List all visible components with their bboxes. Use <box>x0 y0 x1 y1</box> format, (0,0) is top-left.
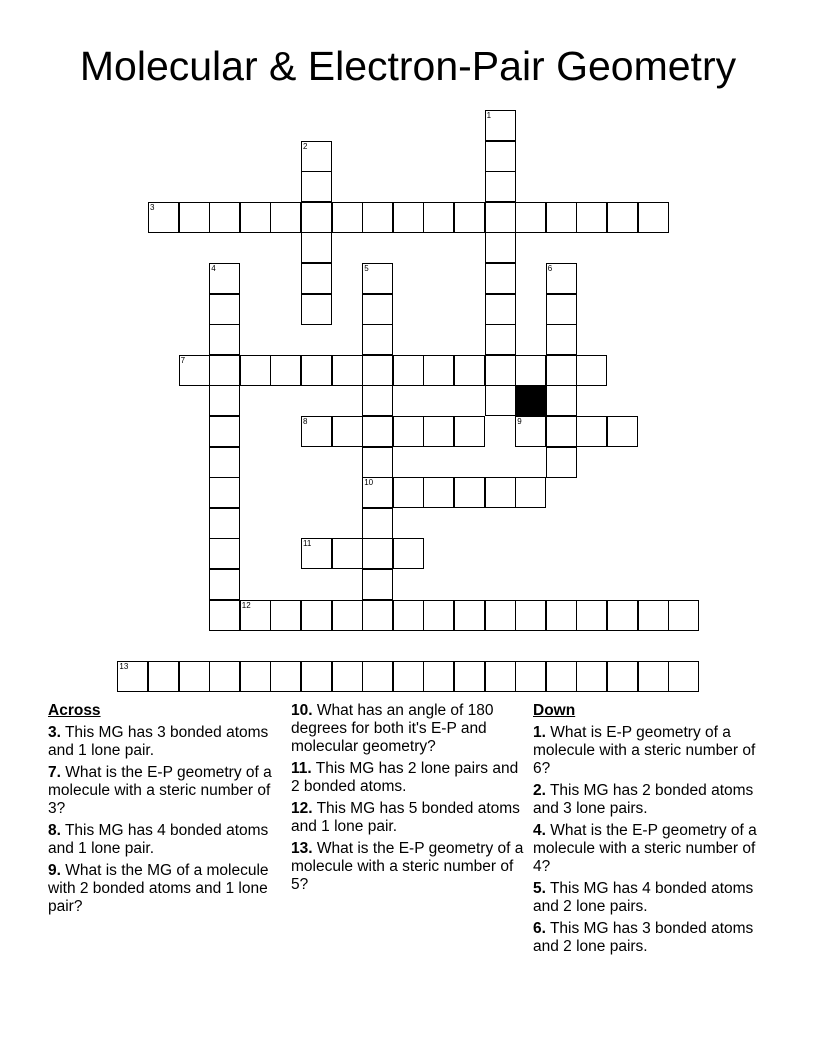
grid-cell[interactable] <box>393 538 424 569</box>
grid-cell[interactable] <box>209 538 240 569</box>
grid-cell[interactable] <box>515 600 546 631</box>
grid-cell[interactable] <box>546 355 577 386</box>
grid-cell[interactable] <box>423 477 454 508</box>
grid-cell-13[interactable] <box>117 661 148 692</box>
grid-cell[interactable] <box>423 355 454 386</box>
grid-cell[interactable] <box>454 600 485 631</box>
grid-cell[interactable] <box>209 416 240 447</box>
grid-cell[interactable] <box>393 661 424 692</box>
grid-cell[interactable] <box>423 661 454 692</box>
page-title: Molecular & Electron-Pair Geometry <box>79 43 737 89</box>
clue-text: What is the MG of a molecule with 2 bonded atoms and 1 lone pair? <box>48 862 269 915</box>
grid-cell[interactable] <box>362 661 393 692</box>
grid-cell[interactable] <box>515 355 546 386</box>
clue-across-13 <box>291 840 525 894</box>
grid-cell[interactable] <box>362 416 393 447</box>
clue-number-label: 12 <box>241 600 251 610</box>
clue-number-label: 1 <box>486 111 492 120</box>
clue-text: This MG has 2 bonded atoms and 3 lone pairs. <box>533 782 754 817</box>
grid-cell[interactable] <box>148 661 179 692</box>
grid-cell[interactable] <box>607 600 638 631</box>
down-heading: Down <box>533 702 576 719</box>
grid-cell[interactable] <box>515 477 546 508</box>
grid-cell[interactable] <box>209 508 240 539</box>
clue-number: 13. <box>291 840 313 857</box>
grid-cell[interactable] <box>393 202 424 233</box>
clue-across-3 <box>48 724 283 760</box>
grid-cell[interactable] <box>362 569 393 600</box>
grid-cell[interactable] <box>332 661 363 692</box>
clue-number-label: 13 <box>119 661 129 671</box>
grid-cell[interactable] <box>179 661 210 692</box>
grid-cell[interactable] <box>485 202 516 233</box>
grid-cell[interactable] <box>576 600 607 631</box>
clue-number: 1. <box>533 724 546 741</box>
clue-down-6 <box>533 920 773 956</box>
grid-cell[interactable] <box>301 202 332 233</box>
clue-across-10 <box>291 702 525 756</box>
grid-cell[interactable] <box>270 600 301 631</box>
grid-cell-6[interactable] <box>546 263 577 294</box>
grid-cell[interactable] <box>240 202 271 233</box>
clue-number: 6. <box>533 920 546 937</box>
grid-cell[interactable] <box>362 538 393 569</box>
grid-cell[interactable] <box>301 355 332 386</box>
grid-cell[interactable] <box>301 600 332 631</box>
clue-number-label: 11 <box>303 539 312 549</box>
grid-cell[interactable] <box>270 355 301 386</box>
grid-cell[interactable] <box>546 385 577 416</box>
clue-number: 12. <box>291 800 313 817</box>
grid-cell[interactable] <box>515 661 546 692</box>
grid-cell[interactable] <box>270 202 301 233</box>
grid-cell[interactable] <box>209 202 240 233</box>
clue-number: 3. <box>48 724 61 741</box>
clue-text: What is the E-P geometry of a molecule with a steric number of 5? <box>291 840 524 893</box>
clue-down-2 <box>533 782 773 818</box>
clue-number: 9. <box>48 862 61 879</box>
grid-cell[interactable] <box>209 385 240 416</box>
clue-text: This MG has 5 bonded atoms and 1 lone pair. <box>291 800 520 835</box>
grid-cell[interactable] <box>576 416 607 447</box>
clue-number: 11. <box>291 760 312 777</box>
grid-cell[interactable] <box>638 202 669 233</box>
clue-number-label: 6 <box>547 264 553 273</box>
grid-cell[interactable] <box>240 661 271 692</box>
grid-cell[interactable] <box>393 416 424 447</box>
clue-number: 2. <box>533 782 546 799</box>
grid-cell[interactable] <box>638 661 669 692</box>
grid-cell[interactable] <box>209 477 240 508</box>
clue-number-label: 10 <box>364 478 374 488</box>
grid-cell[interactable] <box>485 232 516 263</box>
grid-cell[interactable] <box>393 600 424 631</box>
grid-cell-9[interactable] <box>515 416 546 447</box>
clue-across-7 <box>48 764 283 818</box>
grid-cell[interactable] <box>362 600 393 631</box>
clue-down-5 <box>533 880 773 916</box>
grid-cell[interactable] <box>362 447 393 478</box>
grid-cell[interactable] <box>209 355 240 386</box>
grid-cell[interactable] <box>209 600 240 631</box>
grid-cell[interactable] <box>454 661 485 692</box>
clue-text: This MG has 4 bonded atoms and 1 lone pair. <box>48 822 269 857</box>
grid-cell[interactable] <box>546 447 577 478</box>
clue-number-label: 5 <box>364 264 369 273</box>
grid-cell[interactable] <box>209 324 240 355</box>
clue-number-label: 3 <box>150 202 155 212</box>
clue-across-8 <box>48 822 283 858</box>
grid-cell[interactable] <box>546 294 577 325</box>
grid-cell-5[interactable] <box>362 263 393 294</box>
grid-cell[interactable] <box>546 324 577 355</box>
clue-number: 5. <box>533 880 546 897</box>
grid-cell[interactable] <box>576 202 607 233</box>
clue-across-9 <box>48 862 283 916</box>
grid-cell[interactable] <box>485 141 516 172</box>
grid-cell[interactable] <box>301 171 332 202</box>
grid-cell[interactable] <box>209 569 240 600</box>
clue-number: 4. <box>533 822 546 839</box>
grid-cell[interactable] <box>454 416 485 447</box>
grid-cell-7[interactable] <box>179 355 210 386</box>
clue-down-1 <box>533 724 773 778</box>
clue-text: What has an angle of 180 degrees for both it's E-P and molecular geometry? <box>291 702 494 755</box>
grid-cell[interactable] <box>485 661 516 692</box>
grid-cell[interactable] <box>485 324 516 355</box>
grid-cell[interactable] <box>546 661 577 692</box>
across-heading: Across <box>48 702 101 719</box>
grid-cell-3[interactable] <box>148 202 179 233</box>
clue-number: 10. <box>291 702 313 719</box>
grid-cell[interactable] <box>423 416 454 447</box>
grid-cell-10[interactable] <box>362 477 393 508</box>
clue-text: This MG has 3 bonded atoms and 2 lone pairs. <box>533 920 754 955</box>
clue-text: What is the E-P geometry of a molecule with a steric number of 4? <box>533 822 757 875</box>
grid-cell[interactable] <box>515 202 546 233</box>
clue-number-label: 9 <box>517 417 522 426</box>
grid-cell[interactable] <box>485 171 516 202</box>
across-clues-column-1 <box>48 702 283 920</box>
grid-cell[interactable] <box>362 385 393 416</box>
grid-cell[interactable] <box>576 355 607 386</box>
clue-text: This MG has 4 bonded atoms and 2 lone pairs. <box>533 880 754 915</box>
grid-cell[interactable] <box>362 355 393 386</box>
grid-cell[interactable] <box>332 202 363 233</box>
black-square <box>515 385 546 416</box>
clue-number-label: 2 <box>303 141 308 151</box>
grid-cell[interactable] <box>179 202 210 233</box>
across-clues-column-2 <box>291 702 525 898</box>
grid-cell[interactable] <box>209 447 240 478</box>
grid-cell[interactable] <box>546 416 577 447</box>
clue-text: This MG has 2 lone pairs and 2 bonded atoms. <box>291 760 519 795</box>
grid-cell[interactable] <box>362 202 393 233</box>
grid-cell[interactable] <box>546 202 577 233</box>
grid-cell-4[interactable] <box>209 263 240 294</box>
clue-across-11 <box>291 760 525 796</box>
grid-cell[interactable] <box>668 600 699 631</box>
grid-cell[interactable] <box>301 294 332 325</box>
grid-cell[interactable] <box>454 477 485 508</box>
grid-cell[interactable] <box>332 600 363 631</box>
grid-cell[interactable] <box>485 263 516 294</box>
clue-across-12 <box>291 800 525 836</box>
clue-number-label: 7 <box>180 355 186 365</box>
grid-cell[interactable] <box>576 661 607 692</box>
clue-number-label: 8 <box>303 417 308 426</box>
grid-cell[interactable] <box>209 294 240 325</box>
grid-cell[interactable] <box>668 661 699 692</box>
clue-number: 7. <box>48 764 61 781</box>
grid-cell[interactable] <box>332 355 363 386</box>
grid-cell[interactable] <box>423 202 454 233</box>
grid-cell[interactable] <box>485 600 516 631</box>
grid-cell-11[interactable] <box>301 538 332 569</box>
grid-cell[interactable] <box>485 355 516 386</box>
grid-cell-12[interactable] <box>240 600 271 631</box>
grid-cell[interactable] <box>607 202 638 233</box>
grid-cell[interactable] <box>362 294 393 325</box>
grid-cell[interactable] <box>240 355 271 386</box>
grid-cell[interactable] <box>393 477 424 508</box>
clue-number: 8. <box>48 822 61 839</box>
grid-cell[interactable] <box>485 294 516 325</box>
grid-cell[interactable] <box>546 600 577 631</box>
grid-cell[interactable] <box>301 232 332 263</box>
grid-cell[interactable] <box>393 355 424 386</box>
grid-cell[interactable] <box>332 538 363 569</box>
grid-cell[interactable] <box>485 385 516 416</box>
clue-text: What is the E-P geometry of a molecule with a steric number of 3? <box>48 764 272 817</box>
grid-cell[interactable] <box>209 661 240 692</box>
grid-cell[interactable] <box>423 600 454 631</box>
grid-cell-1[interactable] <box>485 110 516 141</box>
grid-cell-2[interactable] <box>301 141 332 172</box>
grid-cell[interactable] <box>270 661 301 692</box>
down-clues-column <box>533 702 773 960</box>
grid-cell[interactable] <box>638 600 669 631</box>
clue-down-4 <box>533 822 773 876</box>
grid-cell[interactable] <box>454 202 485 233</box>
grid-cell[interactable] <box>332 416 363 447</box>
grid-cell[interactable] <box>301 263 332 294</box>
grid-cell[interactable] <box>362 324 393 355</box>
grid-cell[interactable] <box>301 661 332 692</box>
clue-text: What is E-P geometry of a molecule with a steric number of 6? <box>533 724 756 777</box>
grid-cell-8[interactable] <box>301 416 332 447</box>
clue-text: This MG has 3 bonded atoms and 1 lone pair. <box>48 724 269 759</box>
grid-cell[interactable] <box>607 661 638 692</box>
clue-number-label: 4 <box>211 264 216 273</box>
grid-cell[interactable] <box>454 355 485 386</box>
grid-cell[interactable] <box>362 508 393 539</box>
grid-cell[interactable] <box>485 477 516 508</box>
grid-cell[interactable] <box>607 416 638 447</box>
